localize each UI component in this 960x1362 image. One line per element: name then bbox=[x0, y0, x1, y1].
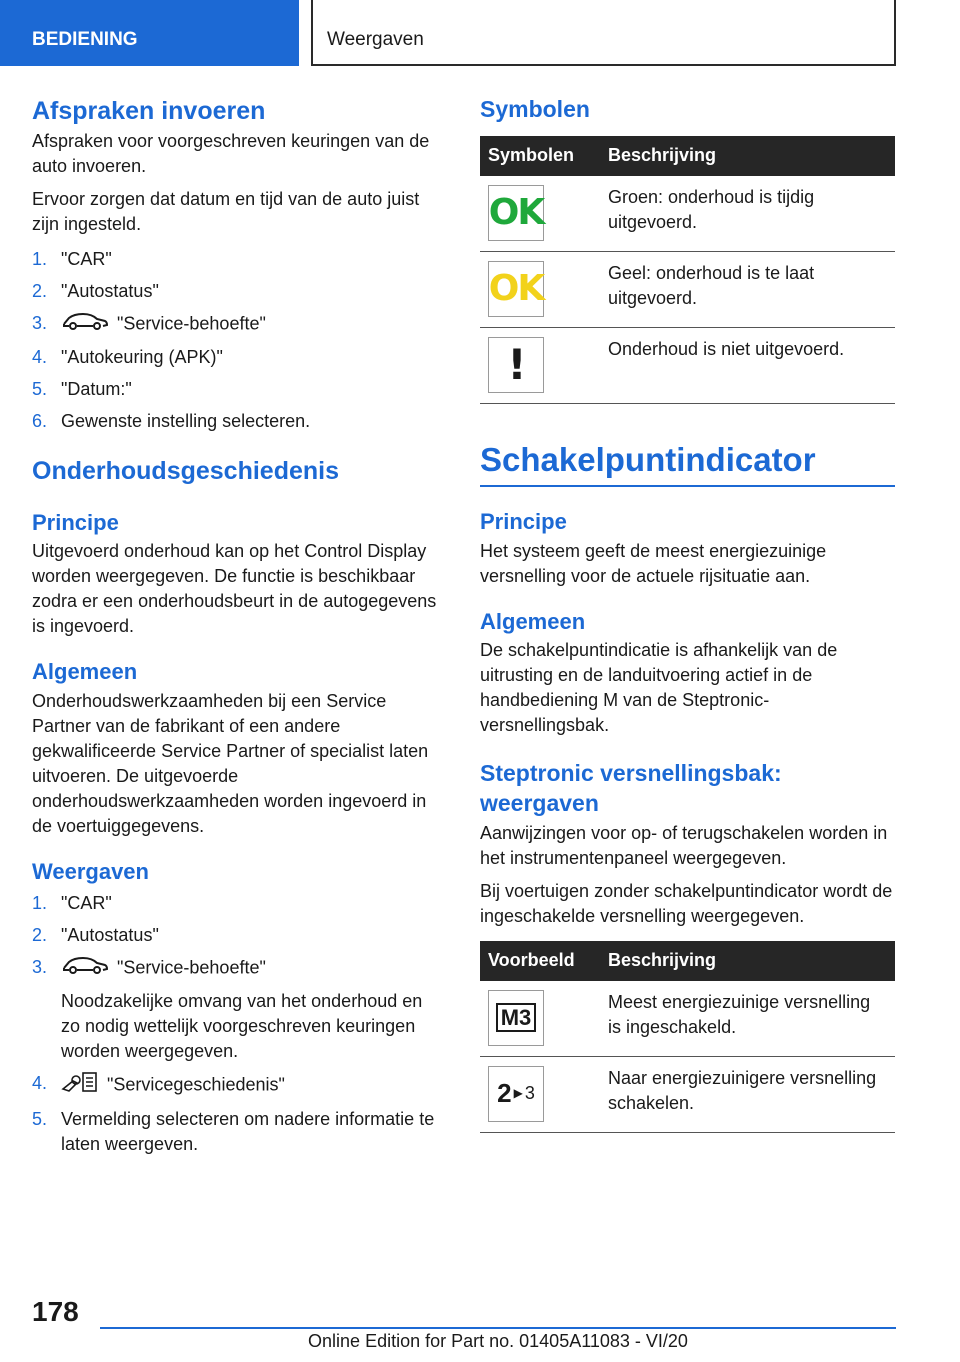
list-item: 6. Gewenste instelling selecteren. bbox=[32, 411, 311, 431]
paragraph: Afspraken voor voorgeschreven keuringen van de auto invoeren. bbox=[32, 131, 430, 176]
gear-upshift-icon: 2 ▶ 3 bbox=[488, 1066, 544, 1122]
table-row bbox=[480, 981, 895, 1057]
table-row bbox=[480, 327, 895, 403]
paragraph: Ervoor zorgen dat datum en tijd van de auto juist zijn ingesteld. bbox=[32, 189, 420, 234]
section-label: Weergaven bbox=[311, 0, 896, 66]
heading-algemeen: Algemeen bbox=[480, 608, 586, 634]
heading-principe: Principe bbox=[480, 509, 567, 535]
list-item: 3. "Service-behoefte" Noodzakelijke omvang van het onderhoud en zo nodig wettelijk voorgeschreven keuringen worden weergegeven. bbox=[32, 955, 446, 1064]
edition-text: Online Edition for Part no. 01405A11083 - VI/20 bbox=[308, 1331, 688, 1351]
page-number: 178 bbox=[32, 1296, 79, 1327]
heading-steptronic: Steptronic versnellingsbak: weergaven bbox=[480, 759, 782, 816]
table-header-cell: Symbolen bbox=[480, 136, 600, 176]
table-header-cell: Beschrijving bbox=[600, 136, 895, 176]
list-item: 2. "Autostatus" bbox=[32, 925, 159, 946]
car-icon bbox=[61, 311, 109, 338]
table-row bbox=[480, 251, 895, 327]
service-history-icon bbox=[61, 1071, 99, 1100]
list-item: 4. "Autokeuring (APK)" bbox=[32, 347, 223, 367]
paragraph: Aanwijzingen voor op- of terugschakelen worden in het instrumentenpaneel weergegeven. bbox=[480, 822, 888, 868]
steps-list-afspraken bbox=[32, 247, 446, 434]
table-header-cell: Voorbeeld bbox=[480, 941, 600, 981]
list-item: 2. "Autostatus" bbox=[32, 281, 159, 301]
heading-algemeen: Algemeen bbox=[32, 659, 138, 685]
table-cell: Naar energiezuinigere versnelling schakelen. bbox=[600, 1056, 895, 1132]
right-column bbox=[480, 96, 895, 1133]
heading-afspraken-invoeren: Afspraken invoeren bbox=[32, 97, 266, 125]
paragraph: De schakelpuntindicatie is afhankelijk van de uitrusting en de landuitvoering actief in de handbediening M van de Steptronic-versnellingsbak. bbox=[480, 639, 838, 735]
page-header bbox=[0, 0, 960, 66]
heading-schakelpuntindicator: Schakelpuntindicator bbox=[480, 440, 895, 488]
list-item: 1. "CAR" bbox=[32, 893, 112, 914]
table-row bbox=[480, 176, 895, 252]
symbols-table bbox=[480, 136, 895, 404]
paragraph: Uitgevoerd onderhoud kan op het Control Display worden weergegeven. De functie is beschikbaar zodra er een onderhoudsbeurt in de autogegevens is ingevoerd. bbox=[32, 541, 437, 637]
list-item: 5. "Datum:" bbox=[32, 379, 132, 399]
list-item: 4. "Servicegeschiedenis" bbox=[32, 1071, 446, 1100]
gear-m3-icon: M3 bbox=[488, 990, 544, 1046]
chapter-label: BEDIENING bbox=[0, 0, 299, 66]
heading-principe: Principe bbox=[32, 510, 119, 535]
heading-weergaven: Weergaven bbox=[32, 858, 149, 884]
list-item: 1. "CAR" bbox=[32, 249, 112, 269]
heading-onderhoudsgeschiedenis: Onderhoudsgeschiedenis bbox=[32, 457, 340, 485]
table-cell: Meest energiezuinige versnelling is ingeschakeld. bbox=[600, 981, 895, 1057]
ok-yellow-icon: OK bbox=[488, 261, 544, 317]
step-note: Noodzakelijke omvang van het onderhoud en zo nodig wettelijk voorgeschreven keuringen worden weergegeven. bbox=[61, 991, 423, 1062]
heading-symbolen: Symbolen bbox=[480, 96, 590, 122]
paragraph: Het systeem geeft de meest energiezuinige versnelling voor de actuele rijsituatie aan. bbox=[480, 540, 827, 586]
table-header-cell: Beschrijving bbox=[600, 941, 895, 981]
table-cell: Onderhoud is niet uitgevoerd. bbox=[600, 327, 895, 403]
list-item: 5. Vermelding selecteren om nadere informatie te laten weergeven. bbox=[32, 1109, 435, 1155]
left-column bbox=[32, 96, 446, 1164]
table-row bbox=[480, 1056, 895, 1132]
footer-divider bbox=[100, 1327, 896, 1329]
steps-list-weergaven bbox=[32, 891, 446, 1157]
table-header-row bbox=[480, 136, 895, 176]
car-icon bbox=[61, 955, 109, 982]
gear-display-table bbox=[480, 941, 895, 1133]
table-cell: Groen: onderhoud is tijdig uitgevoerd. bbox=[600, 176, 895, 252]
table-cell: Geel: onderhoud is te laat uitgevoerd. bbox=[600, 251, 895, 327]
table-header-row bbox=[480, 941, 895, 981]
list-item: 3. "Service-behoefte" bbox=[32, 311, 446, 338]
ok-green-icon: OK bbox=[488, 185, 544, 241]
paragraph: Onderhoudswerkzaamheden bij een Service Partner van de fabrikant of een andere gekwalificeerde Service Partner of specialist laten uitvoeren. De uitgevoerde onderhoudswerkzaamheden worden ingevoerd in de voertuiggegevens. bbox=[32, 690, 429, 836]
exclamation-icon: ! bbox=[488, 337, 544, 393]
paragraph: Bij voertuigen zonder schakelpuntindicator wordt de ingeschakelde versnelling weergegeven. bbox=[480, 880, 893, 926]
